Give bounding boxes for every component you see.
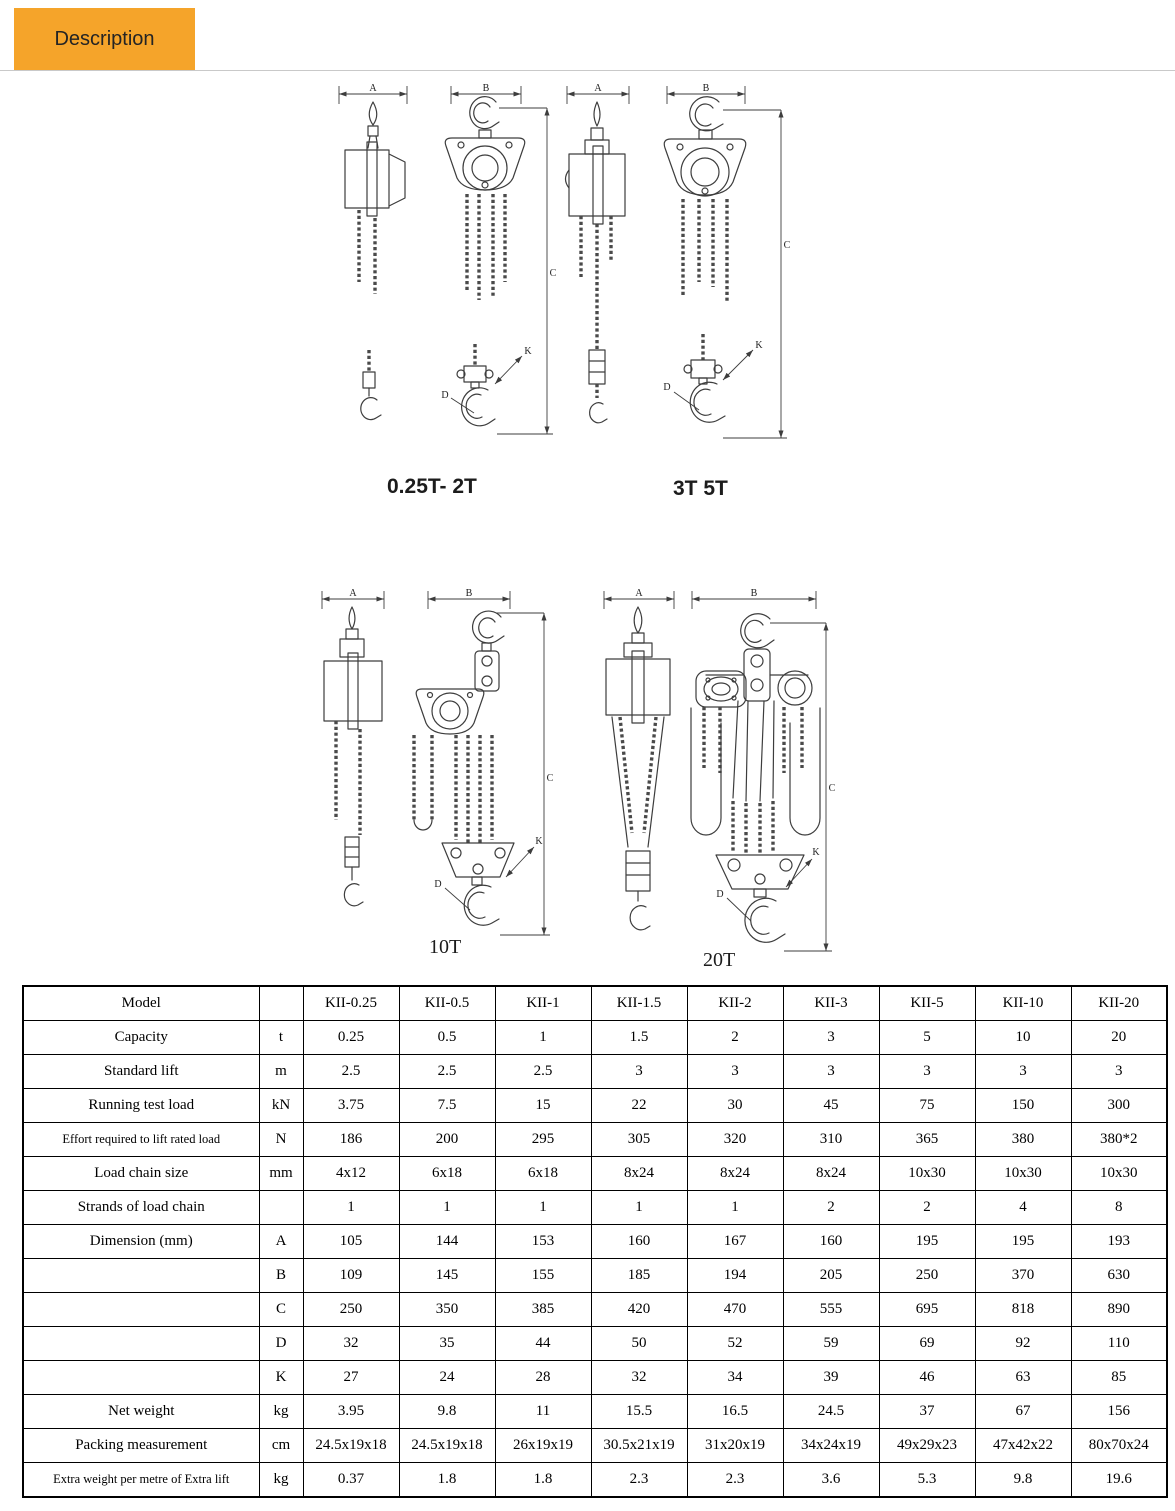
row-value: 2.3 xyxy=(591,1463,687,1498)
row-value: 1 xyxy=(303,1191,399,1225)
row-value: 1 xyxy=(591,1191,687,1225)
row-value: 160 xyxy=(783,1225,879,1259)
dim-label-a: A xyxy=(635,588,643,599)
row-value: 19.6 xyxy=(1071,1463,1167,1498)
row-unit: A xyxy=(259,1225,303,1259)
dim-label-b: B xyxy=(702,83,710,94)
row-value: 193 xyxy=(1071,1225,1167,1259)
row-value: 153 xyxy=(495,1225,591,1259)
row-value: 24.5x19x18 xyxy=(303,1429,399,1463)
side-view xyxy=(322,591,384,906)
row-value: 1 xyxy=(399,1191,495,1225)
front-view xyxy=(664,86,787,438)
row-value: 156 xyxy=(1071,1395,1167,1429)
hoist-drawing-20t xyxy=(588,583,840,981)
row-label: Packing measurement xyxy=(23,1429,259,1463)
row-unit xyxy=(259,986,303,1021)
caption-20t: 20T xyxy=(703,949,736,971)
row-unit: kg xyxy=(259,1395,303,1429)
row-value: KII-1.5 xyxy=(591,986,687,1021)
row-value: 200 xyxy=(399,1123,495,1157)
row-value: 3 xyxy=(783,1021,879,1055)
row-value: 365 xyxy=(879,1123,975,1157)
row-value: 50 xyxy=(591,1327,687,1361)
row-unit: m xyxy=(259,1055,303,1089)
row-unit: D xyxy=(259,1327,303,1361)
row-value: 10 xyxy=(975,1021,1071,1055)
row-label xyxy=(23,1293,259,1327)
row-value: 5 xyxy=(879,1021,975,1055)
row-label: Dimension (mm) xyxy=(23,1225,259,1259)
row-unit: kN xyxy=(259,1089,303,1123)
side-view xyxy=(339,86,407,420)
row-value: 26x19x19 xyxy=(495,1429,591,1463)
row-value: 28 xyxy=(495,1361,591,1395)
row-value: 75 xyxy=(879,1089,975,1123)
row-value: 3.75 xyxy=(303,1089,399,1123)
row-value: 46 xyxy=(879,1361,975,1395)
row-value: 59 xyxy=(783,1327,879,1361)
dim-label-d: D xyxy=(434,879,442,890)
dim-label-c: C xyxy=(783,240,791,251)
row-value: KII-2 xyxy=(687,986,783,1021)
row-value: 250 xyxy=(879,1259,975,1293)
caption-10t: 10T xyxy=(429,936,462,958)
table-row xyxy=(23,1021,1167,1055)
dim-label-k: K xyxy=(755,340,763,351)
row-unit: C xyxy=(259,1293,303,1327)
row-value: KII-5 xyxy=(879,986,975,1021)
row-value: 8x24 xyxy=(687,1157,783,1191)
dim-label-d: D xyxy=(716,889,724,900)
row-value: 8x24 xyxy=(591,1157,687,1191)
row-value: 160 xyxy=(591,1225,687,1259)
row-value: 39 xyxy=(783,1361,879,1395)
dim-label-c: C xyxy=(828,783,836,794)
row-unit: mm xyxy=(259,1157,303,1191)
row-value: 3 xyxy=(687,1055,783,1089)
caption-3t-5t: 3T 5T xyxy=(673,477,728,500)
row-value: 695 xyxy=(879,1293,975,1327)
row-value: 30 xyxy=(687,1089,783,1123)
row-value: 250 xyxy=(303,1293,399,1327)
hoist-drawing-3t-5t xyxy=(555,82,830,467)
row-value: 1 xyxy=(687,1191,783,1225)
row-value: 67 xyxy=(975,1395,1071,1429)
row-label: Capacity xyxy=(23,1021,259,1055)
row-value: 195 xyxy=(975,1225,1071,1259)
row-value: 105 xyxy=(303,1225,399,1259)
row-value: 144 xyxy=(399,1225,495,1259)
row-value: 85 xyxy=(1071,1361,1167,1395)
row-value: 630 xyxy=(1071,1259,1167,1293)
row-value: 20 xyxy=(1071,1021,1167,1055)
row-value: 380*2 xyxy=(1071,1123,1167,1157)
row-value: 0.37 xyxy=(303,1463,399,1498)
row-value: 52 xyxy=(687,1327,783,1361)
row-value: 2 xyxy=(783,1191,879,1225)
row-unit: kg xyxy=(259,1463,303,1498)
row-value: 34x24x19 xyxy=(783,1429,879,1463)
front-view xyxy=(691,591,832,951)
table-row xyxy=(23,986,1167,1021)
row-value: 22 xyxy=(591,1089,687,1123)
table-row xyxy=(23,1089,1167,1123)
dim-label-k: K xyxy=(535,836,543,847)
row-value: 2.5 xyxy=(495,1055,591,1089)
row-value: 3 xyxy=(783,1055,879,1089)
row-unit: B xyxy=(259,1259,303,1293)
row-value: 420 xyxy=(591,1293,687,1327)
dim-label-a: A xyxy=(349,588,357,599)
row-value: 4 xyxy=(975,1191,1071,1225)
row-label xyxy=(23,1361,259,1395)
table-row xyxy=(23,1157,1167,1191)
row-value: 110 xyxy=(1071,1327,1167,1361)
row-value: 16.5 xyxy=(687,1395,783,1429)
table-row xyxy=(23,1293,1167,1327)
row-value: 15.5 xyxy=(591,1395,687,1429)
dim-label-b: B xyxy=(465,588,473,599)
row-value: 320 xyxy=(687,1123,783,1157)
row-value: 380 xyxy=(975,1123,1071,1157)
row-value: 6x18 xyxy=(399,1157,495,1191)
dim-label-b: B xyxy=(482,83,490,94)
row-value: 3.95 xyxy=(303,1395,399,1429)
row-value: 555 xyxy=(783,1293,879,1327)
row-value: 47x42x22 xyxy=(975,1429,1071,1463)
row-value: KII-0.25 xyxy=(303,986,399,1021)
row-value: KII-10 xyxy=(975,986,1071,1021)
row-value: 305 xyxy=(591,1123,687,1157)
row-value: 2.5 xyxy=(303,1055,399,1089)
row-value: 890 xyxy=(1071,1293,1167,1327)
row-value: KII-1 xyxy=(495,986,591,1021)
row-value: 10x30 xyxy=(1071,1157,1167,1191)
row-value: 9.8 xyxy=(399,1395,495,1429)
row-value: 185 xyxy=(591,1259,687,1293)
table-row xyxy=(23,1225,1167,1259)
row-value: 1.8 xyxy=(399,1463,495,1498)
row-value: 2.5 xyxy=(399,1055,495,1089)
row-value: 470 xyxy=(687,1293,783,1327)
row-value: 8x24 xyxy=(783,1157,879,1191)
row-label: Running test load xyxy=(23,1089,259,1123)
table-row xyxy=(23,1429,1167,1463)
row-value: 1 xyxy=(495,1021,591,1055)
row-label: Effort required to lift rated load xyxy=(23,1123,259,1157)
table-row xyxy=(23,1361,1167,1395)
row-value: 194 xyxy=(687,1259,783,1293)
row-value: 15 xyxy=(495,1089,591,1123)
side-view xyxy=(604,591,674,930)
row-value: 24 xyxy=(399,1361,495,1395)
row-value: 1.8 xyxy=(495,1463,591,1498)
dim-label-d: D xyxy=(441,390,449,401)
row-value: 6x18 xyxy=(495,1157,591,1191)
row-value: 3 xyxy=(975,1055,1071,1089)
row-value: 5.3 xyxy=(879,1463,975,1498)
row-value: 1.5 xyxy=(591,1021,687,1055)
table-row xyxy=(23,1259,1167,1293)
table-row xyxy=(23,1327,1167,1361)
row-value: 2.3 xyxy=(687,1463,783,1498)
row-value: 80x70x24 xyxy=(1071,1429,1167,1463)
row-label: Load chain size xyxy=(23,1157,259,1191)
dim-label-k: K xyxy=(524,346,532,357)
tab-description-label: Description xyxy=(54,27,155,50)
row-value: 150 xyxy=(975,1089,1071,1123)
dim-label-c: C xyxy=(549,268,557,279)
hoist-drawing-10t xyxy=(310,585,560,950)
row-value: 0.5 xyxy=(399,1021,495,1055)
row-value: 31x20x19 xyxy=(687,1429,783,1463)
row-value: 310 xyxy=(783,1123,879,1157)
row-value: 385 xyxy=(495,1293,591,1327)
table-row xyxy=(23,1463,1167,1498)
row-value: 2 xyxy=(879,1191,975,1225)
caption-025t-2t: 0.25T- 2T xyxy=(387,475,477,498)
row-value: 3 xyxy=(879,1055,975,1089)
row-value: 3.6 xyxy=(783,1463,879,1498)
row-value: 34 xyxy=(687,1361,783,1395)
row-value: 8 xyxy=(1071,1191,1167,1225)
row-value: 350 xyxy=(399,1293,495,1327)
row-label: Standard lift xyxy=(23,1055,259,1089)
row-value: 32 xyxy=(303,1327,399,1361)
row-value: 195 xyxy=(879,1225,975,1259)
row-value: 9.8 xyxy=(975,1463,1071,1498)
row-label: Strands of load chain xyxy=(23,1191,259,1225)
row-value: 818 xyxy=(975,1293,1071,1327)
side-view xyxy=(566,86,630,423)
row-value: 7.5 xyxy=(399,1089,495,1123)
row-value: 49x29x23 xyxy=(879,1429,975,1463)
table-row xyxy=(23,1123,1167,1157)
row-value: 30.5x21x19 xyxy=(591,1429,687,1463)
table-row xyxy=(23,1055,1167,1089)
row-value: 109 xyxy=(303,1259,399,1293)
dim-label-c: C xyxy=(546,773,554,784)
row-value: 155 xyxy=(495,1259,591,1293)
row-value: 69 xyxy=(879,1327,975,1361)
row-value: 300 xyxy=(1071,1089,1167,1123)
row-value: KII-20 xyxy=(1071,986,1167,1021)
row-label xyxy=(23,1259,259,1293)
row-value: 37 xyxy=(879,1395,975,1429)
row-value: KII-3 xyxy=(783,986,879,1021)
row-value: 27 xyxy=(303,1361,399,1395)
row-label: Model xyxy=(23,986,259,1021)
row-value: 0.25 xyxy=(303,1021,399,1055)
row-value: 295 xyxy=(495,1123,591,1157)
row-unit: cm xyxy=(259,1429,303,1463)
dim-label-d: D xyxy=(663,382,671,393)
tab-description[interactable] xyxy=(14,8,195,70)
row-value: 32 xyxy=(591,1361,687,1395)
row-value: 3 xyxy=(591,1055,687,1089)
row-unit xyxy=(259,1191,303,1225)
hoist-drawing-025t-2t xyxy=(325,82,560,467)
row-value: 4x12 xyxy=(303,1157,399,1191)
row-value: 205 xyxy=(783,1259,879,1293)
row-value: 63 xyxy=(975,1361,1071,1395)
front-view xyxy=(445,86,553,434)
spec-table xyxy=(22,985,1168,1498)
spec-table-body xyxy=(23,986,1167,1497)
dim-label-a: A xyxy=(594,83,602,94)
row-value: 24.5 xyxy=(783,1395,879,1429)
row-value: 44 xyxy=(495,1327,591,1361)
row-value: KII-0.5 xyxy=(399,986,495,1021)
row-value: 3 xyxy=(1071,1055,1167,1089)
table-row xyxy=(23,1395,1167,1429)
row-value: 10x30 xyxy=(975,1157,1071,1191)
row-value: 45 xyxy=(783,1089,879,1123)
row-label xyxy=(23,1327,259,1361)
row-value: 145 xyxy=(399,1259,495,1293)
row-unit: t xyxy=(259,1021,303,1055)
dim-label-a: A xyxy=(369,83,377,94)
row-value: 167 xyxy=(687,1225,783,1259)
row-unit: N xyxy=(259,1123,303,1157)
row-value: 2 xyxy=(687,1021,783,1055)
dim-label-b: B xyxy=(750,588,758,599)
row-value: 370 xyxy=(975,1259,1071,1293)
tab-bar xyxy=(0,0,1175,71)
row-value: 92 xyxy=(975,1327,1071,1361)
row-value: 24.5x19x18 xyxy=(399,1429,495,1463)
row-value: 11 xyxy=(495,1395,591,1429)
row-label: Net weight xyxy=(23,1395,259,1429)
row-value: 186 xyxy=(303,1123,399,1157)
table-row xyxy=(23,1191,1167,1225)
row-value: 1 xyxy=(495,1191,591,1225)
row-label: Extra weight per metre of Extra lift xyxy=(23,1463,259,1498)
row-value: 10x30 xyxy=(879,1157,975,1191)
row-unit: K xyxy=(259,1361,303,1395)
row-value: 35 xyxy=(399,1327,495,1361)
dim-label-k: K xyxy=(812,847,820,858)
